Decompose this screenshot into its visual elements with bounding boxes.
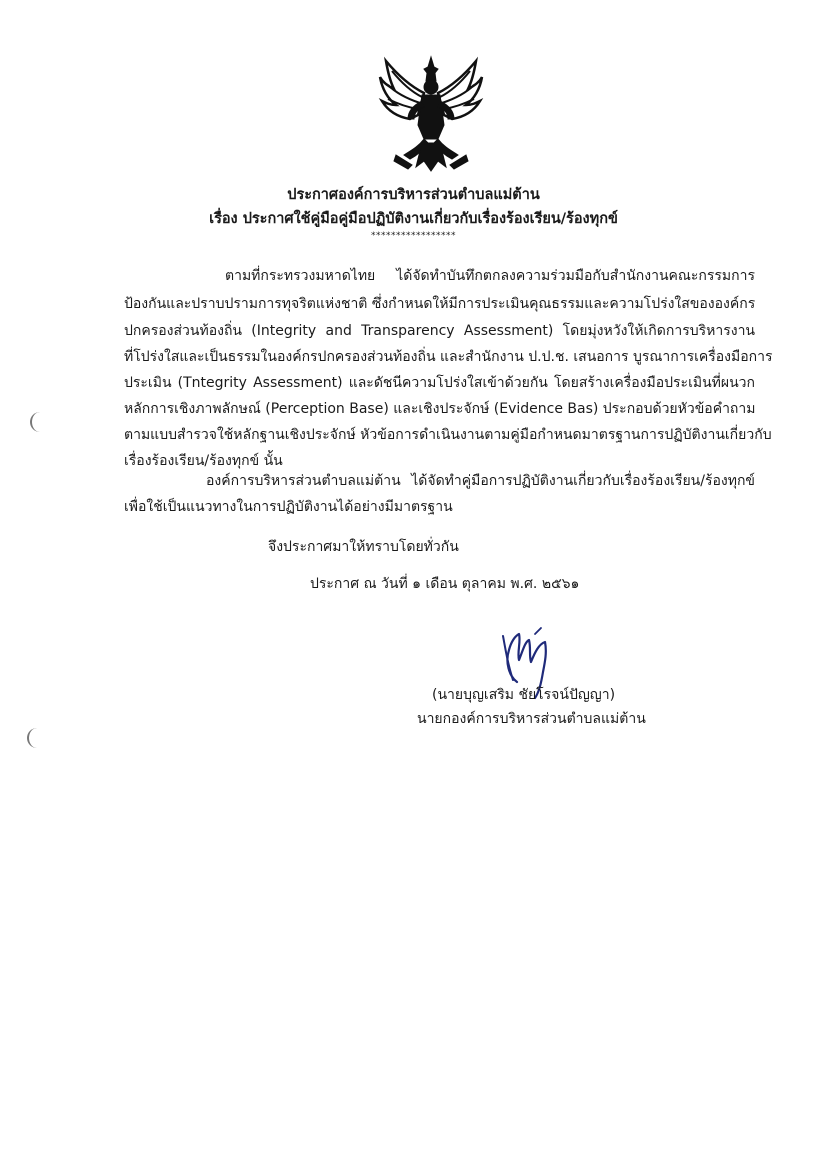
body-para1-line: ที่โปร่งใสและเป็นธรรมในองค์กรปกครองส่วนท้องถิ่น และสำนักงาน ป.ป.ช. เสนอการ บูรณาการเครื่องมือการ xyxy=(124,349,773,365)
announcement-subject: เรื่อง ประกาศใช้คู่มือคู่มือปฏิบัติงานเกี่ยวกับเรื่องร้องเรียน/ร้องทุกข์ xyxy=(209,211,618,227)
body-para2-line: องค์การบริหารส่วนตำบลแม่ต้าน ได้จัดทำคู่มือการปฏิบัติงานเกี่ยวกับเรื่องร้องเรียน/ร้องทุกข์ xyxy=(206,473,755,489)
announcement-org-title: ประกาศองค์การบริหารส่วนตำบลแม่ต้าน xyxy=(287,187,540,203)
body-para1-line: เรื่องร้องเรียน/ร้องทุกข์ นั้น xyxy=(124,453,283,469)
body-para1-line: ตามแบบสำรวจใช้หลักฐานเชิงประจักษ์ หัวข้อการดำเนินงานตามคู่มือกำหนดมาตรฐานการปฏิบัติงานเกี่ยวกับ xyxy=(124,427,772,443)
signer-position: นายกองค์การบริหารส่วนตำบลแม่ต้าน xyxy=(417,711,646,727)
scan-hole-mark xyxy=(27,728,43,748)
body-para1-line: ประเมิน (Tntegrity Assessment) และดัชนีความโปร่งใสเข้าด้วยกัน โดยสร้างเครื่องมือประเมินที่ผนวก xyxy=(124,375,755,391)
scan-hole-mark xyxy=(30,412,46,432)
body-para1-line: ปกครองส่วนท้องถิ่น (Integrity and Transparency Assessment) โดยมุ่งหวังให้เกิดการบริหารงาน xyxy=(124,323,755,339)
body-para2-line: เพื่อใช้เป็นแนวทางในการปฏิบัติงานได้อย่างมีมาตรฐาน xyxy=(124,499,453,515)
title-separator: ***************** xyxy=(371,231,456,241)
garuda-emblem-icon xyxy=(378,55,484,173)
body-para1-line: หลักการเชิงภาพลักษณ์ (Perception Base) และเชิงประจักษ์ (Evidence Bas) ประกอบด้วยหัวข้อคำถาม xyxy=(124,401,756,417)
announce-date: ประกาศ ณ วันที่ ๑ เดือน ตุลาคม พ.ศ. ๒๕๖๑ xyxy=(310,576,580,592)
announce-closing: จึงประกาศมาให้ทราบโดยทั่วกัน xyxy=(268,539,459,555)
signer-name: (นายบุญเสริม ชัยโรจน์ปัญญา) xyxy=(432,687,616,703)
body-para1-line: ตามที่กระทรวงมหาดไทย ได้จัดทำบันทึกตกลงความร่วมมือกับสำนักงานคณะกรรมการ xyxy=(225,268,755,284)
body-para1-line: ป้องกันและปราบปรามการทุจริตแห่งชาติ ซึ่งกำหนดให้มีการประเมินคุณธรรมและความโปร่งใสขององค์กร xyxy=(124,296,756,312)
